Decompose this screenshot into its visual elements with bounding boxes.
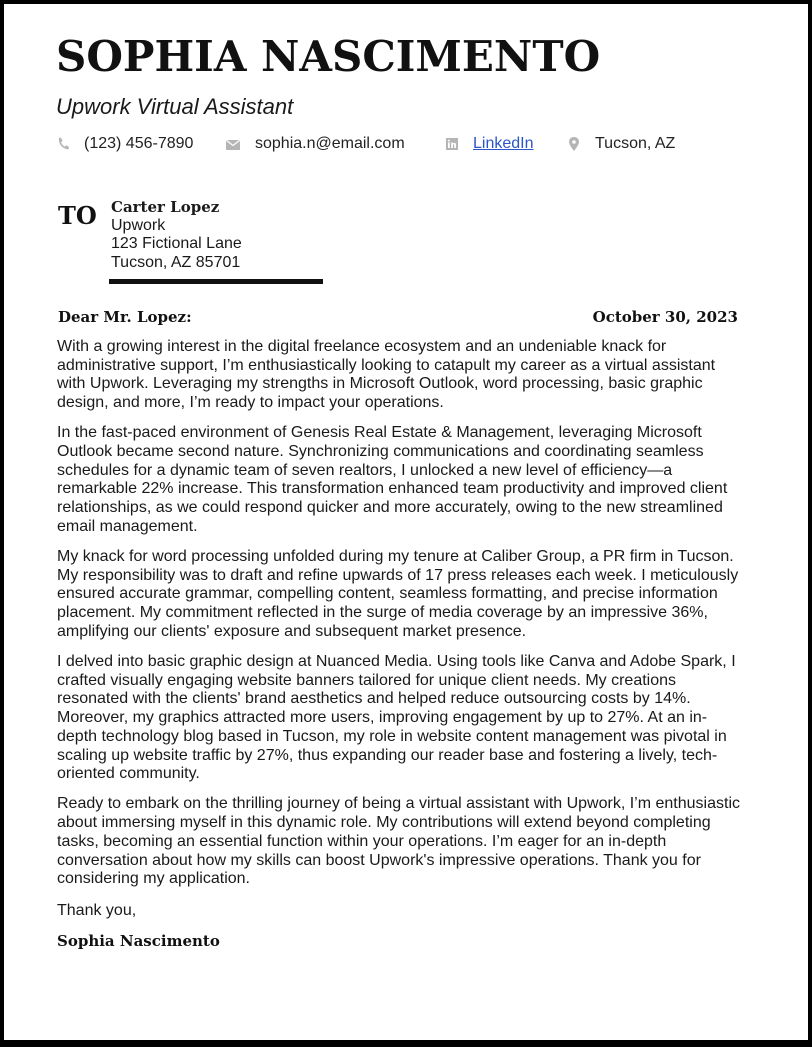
recipient-address-line1: 123 Fictional Lane xyxy=(111,235,242,252)
recipient-company: Upwork xyxy=(111,216,166,234)
location-pin-icon xyxy=(567,136,581,152)
contact-location xyxy=(567,135,675,153)
contact-linkedin[interactable] xyxy=(445,135,534,153)
linkedin-icon xyxy=(445,137,459,151)
body-paragraph: In the fast-paced environment of Genesis Real Estate & Management, leveraging Microsoft Outlook became second nature. Synchronizing communications and coordinating seamless schedules for a dynamic team of seven realtors, I unlocked a new level of efficiency—a remarkable 22% increase. This transformation enhanced team productivity and improved client relationships, as we could respond quicker and more accurately, owing to the new streamlined email management. xyxy=(57,424,728,535)
closing: Thank you, xyxy=(57,902,137,919)
letter-date: October 30, 2023 xyxy=(592,308,738,326)
recipient-name: Carter Lopez xyxy=(111,198,220,216)
letter-body xyxy=(57,338,747,900)
resume-page xyxy=(4,4,808,1040)
recipient-address-line2: Tucson, AZ 85701 xyxy=(111,253,241,271)
contact-phone xyxy=(56,135,193,153)
envelope-icon xyxy=(225,137,241,151)
body-paragraph: My knack for word processing unfolded during my tenure at Caliber Group, a PR firm in Tucson. My responsibility was to draft and refine upwards of 17 press releases each week. I meticulously ensured accurate grammar, compelling content, seamless formatting, and precise information placement. My commitment reflected in the surge of media coverage by an impressive 36%, amplifying our clients' exposure and subsequent market presence. xyxy=(57,548,739,640)
salutation: Dear Mr. Lopez: xyxy=(58,308,192,326)
body-paragraph: I delved into basic graphic design at Nuanced Media. Using tools like Canva and Adobe Spark, I crafted visually engaging website banners tailored for unique client needs. My creations resonated with the clients' brand aesthetics and helped reduce outsourcing costs by 14%. Moreover, my graphics attracted more users, improving engagement by up to 27%. At an in-depth technology blog based in Tucson, my role in website content management was pivotal in scaling up website traffic by 27%, thus expanding our reader base and fostering a lively, tech-oriented community. xyxy=(57,653,736,783)
email-address: sophia.n@email.com xyxy=(255,135,405,152)
applicant-name: SOPHIA NASCIMENTO xyxy=(56,32,601,81)
signature-name: Sophia Nascimento xyxy=(57,932,220,950)
contact-email xyxy=(225,135,405,153)
body-paragraph: With a growing interest in the digital freelance ecosystem and an undeniable knack for administrative support, I’m enthusiastically looking to catapult my career as a virtual assistant with Upwork. Leveraging my strengths in Microsoft Outlook, word processing, basic graphic design, and more, I’m ready to impact your operations. xyxy=(57,338,716,412)
phone-icon xyxy=(56,136,70,152)
job-title: Upwork Virtual Assistant xyxy=(56,94,294,119)
recipient-block xyxy=(111,198,242,272)
divider-rule xyxy=(109,279,323,284)
to-label: TO xyxy=(58,201,97,230)
linkedin-link[interactable]: LinkedIn xyxy=(473,135,534,152)
phone-number: (123) 456-7890 xyxy=(84,135,194,152)
body-paragraph: Ready to embark on the thrilling journey of being a virtual assistant with Upwork, I’m enthusiastic about immersing myself in this dynamic role. My contributions will extend beyond completing tasks, becoming an essential function within your operations. I’m eager for an in-depth conversation about how my skills can boost Upwork's impressive operations. Thank you for considering my application. xyxy=(57,795,740,888)
location-text: Tucson, AZ xyxy=(595,135,676,152)
